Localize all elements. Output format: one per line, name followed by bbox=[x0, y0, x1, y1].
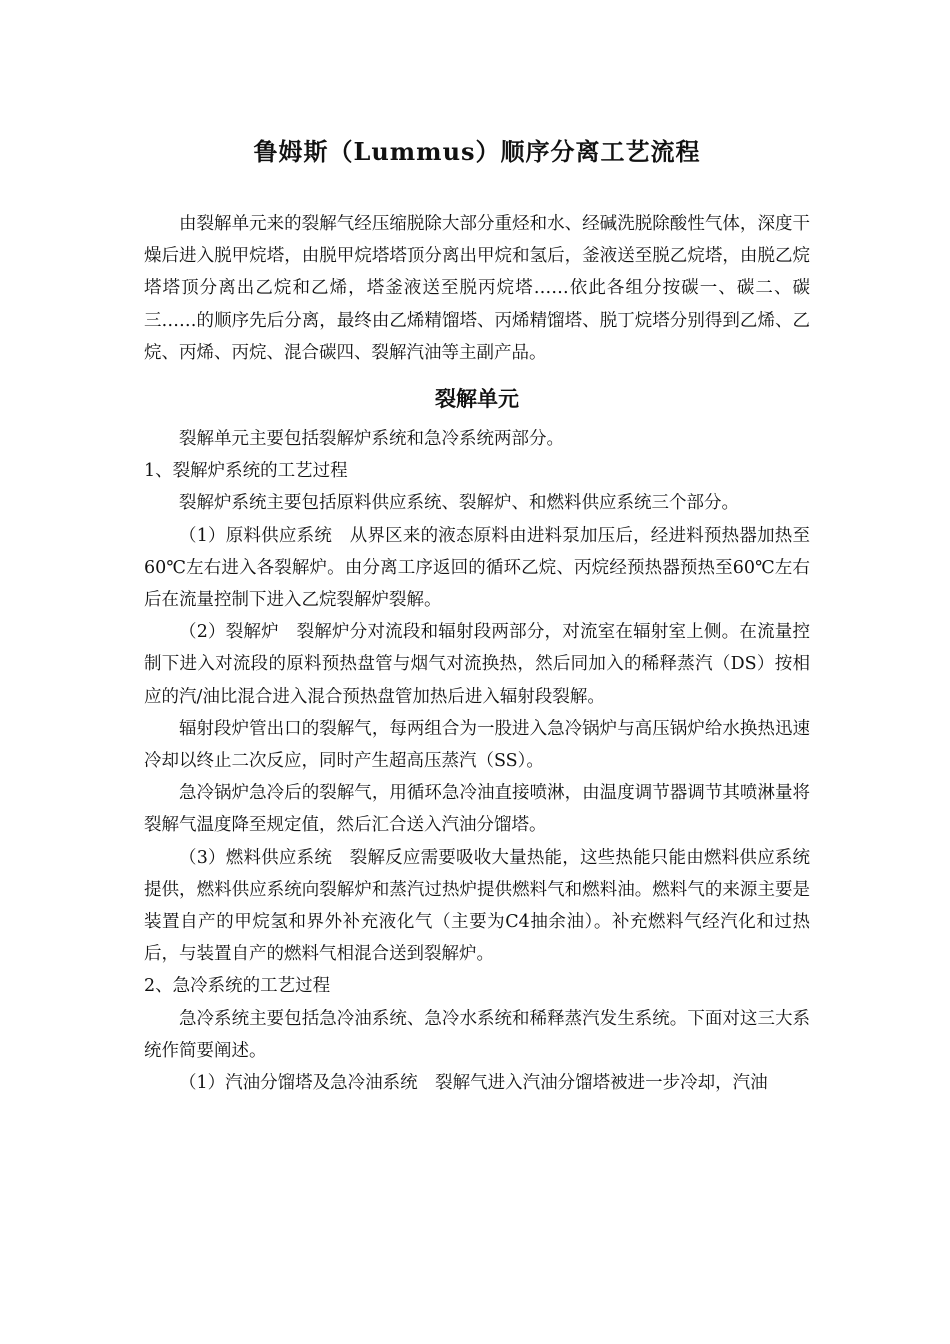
quench-boiler-paragraph: 急冷锅炉急冷后的裂解气，用循环急冷油直接喷淋，由温度调节器调节其喷淋量将裂解气温度降至规定值，然后汇合送入汽油分馏塔。 bbox=[144, 783, 810, 836]
subsection-heading-quench: 2、急冷系统的工艺过程 bbox=[144, 976, 331, 997]
fuel-supply-paragraph: （3）燃料供应系统 裂解反应需要吸收大量热能，这些热能只能由燃料供应系统提供，燃料供应系统向裂解炉和蒸汽过热炉提供燃料气和燃料油。燃料气的来源主要是装置自产的甲烷氢和界外补充液化气（主要为C4抽余油）。补充燃料气经汽化和过热后，与装置自产的燃料气相混合送到裂解炉。 bbox=[144, 847, 810, 965]
subsection-heading-furnace: 1、裂解炉系统的工艺过程 bbox=[144, 461, 348, 482]
cracking-furnace-paragraph: （2）裂解炉 裂解炉分对流段和辐射段两部分，对流室在辐射室上侧。在流量控制下进入对流段的原料预热盘管与烟气对流换热，然后同加入的稀释蒸汽（DS）按相应的汽/油比混合进入混合预热盘管加热后进入辐射段裂解。 bbox=[144, 622, 810, 707]
gasoline-fractionator-paragraph: （1）汽油分馏塔及急冷油系统 裂解气进入汽油分馏塔被进一步冷却，汽油 bbox=[179, 1073, 768, 1094]
intro-paragraph: 由裂解单元来的裂解气经压缩脱除大部分重烃和水、经碱洗脱除酸性气体，深度干燥后进入脱甲烷塔，由脱甲烷塔塔顶分离出甲烷和氢后，釜液送至脱乙烷塔，由脱乙烷塔塔顶分离出乙烷和乙烯，塔釜液送至脱丙烷塔……依此各组分按碳一、碳二、碳三……的顺序先后分离，最终由乙烯精馏塔、丙烯精馏塔、脱丁烷塔分别得到乙烯、乙烷、丙烯、丙烷、混合碳四、裂解汽油等主副产品。 bbox=[144, 214, 810, 363]
feed-supply-paragraph: （1）原料供应系统 从界区来的液态原料由进料泵加压后，经进料预热器加热至60℃左右进入各裂解炉。由分离工序返回的循环乙烷、丙烷经预热器预热至60℃左右后在流量控制下进入乙烷裂解炉裂解。 bbox=[144, 525, 810, 611]
section-title-cracking-unit: 裂解单元 bbox=[435, 386, 519, 412]
furnace-summary: 裂解炉系统主要包括原料供应系统、裂解炉、和燃料供应系统三个部分。 bbox=[179, 493, 739, 514]
document-title: 鲁姆斯（Lummus）顺序分离工艺流程 bbox=[253, 137, 701, 166]
radiant-outlet-paragraph: 辐射段炉管出口的裂解气，每两组合为一股进入急冷锅炉与高压锅炉给水换热迅速冷却以终止二次反应，同时产生超高压蒸汽（SS）。 bbox=[144, 718, 810, 772]
quench-summary: 急冷系统主要包括急冷油系统、急冷水系统和稀释蒸汽发生系统。下面对这三大系统作简要阐述。 bbox=[144, 1008, 810, 1061]
section-summary: 裂解单元主要包括裂解炉系统和急冷系统两部分。 bbox=[179, 429, 564, 450]
